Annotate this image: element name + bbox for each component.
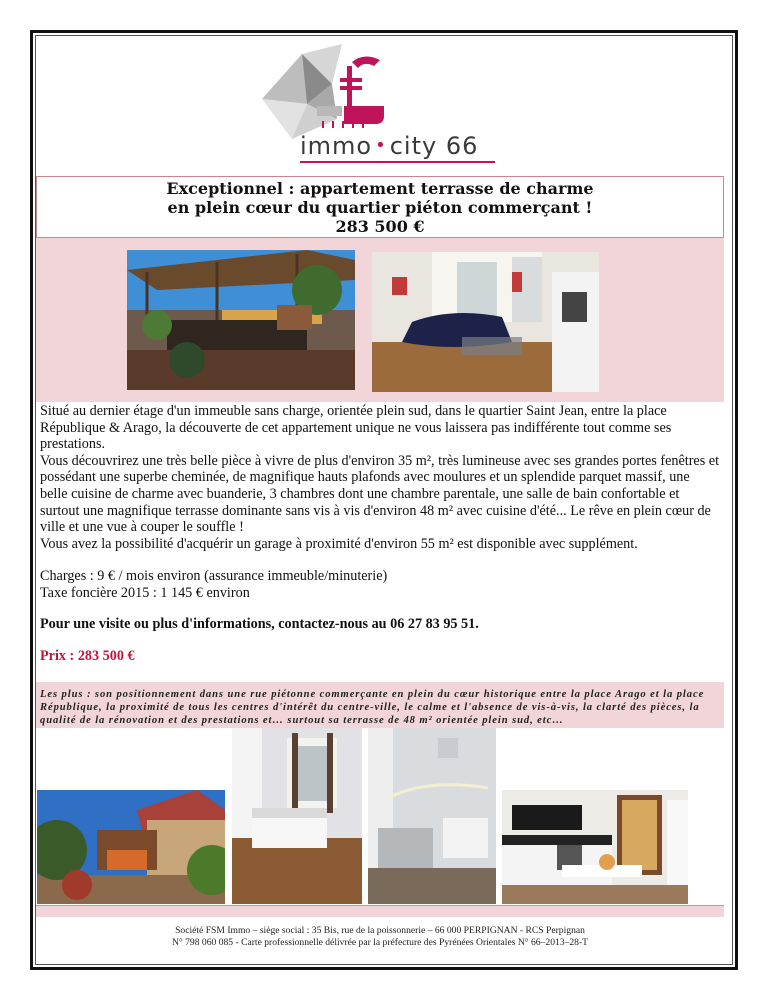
- logo-wordmark-city: city 66: [389, 132, 479, 160]
- footer-line-2: N° 798 060 085 - Carte professionnelle délivrée par la préfecture des Pyrénées Orientales N° 66–2013–28-T: [171, 937, 589, 948]
- logo-underline: [300, 161, 495, 163]
- living-room-photo: [372, 252, 599, 392]
- listing-description: [40, 403, 720, 552]
- price-line: Prix : 283 500 €: [40, 648, 135, 664]
- terrace-photo: [127, 250, 355, 390]
- charges-line: Charges : 9 € / mois environ (assurance immeuble/minuterie): [40, 568, 388, 584]
- company-footer: [36, 925, 724, 949]
- description-paragraph: Vous avez la possibilité d'acquérir un garage à proximité d'environ 55 m² est disponible avec supplément.: [40, 535, 638, 552]
- listing-title-box: [36, 176, 724, 238]
- highlights-text: Les plus : son positionnement dans une rue piétonne commerçante en plein du cœur historique entre la place Arago et la place République, la proximité de tous les centres d'intérêt du centre-ville, le calme et l'absence de vis-à-vis, la clarté des pièces, la qualité de la rénovation et des prestations et… surtout sa terrasse de 48 m² orientée plein sud, etc…: [40, 689, 705, 727]
- footer-band: [36, 905, 724, 917]
- contact-line: Pour une visite ou plus d'informations, contactez-nous au 06 27 83 95 51.: [40, 616, 479, 632]
- description-paragraph: Vous découvrirez une très belle pièce à vivre de plus d'environ 35 m², très lumineuse avec ses grandes portes fenêtres et possédant une superbe cheminée, de magnifique hauts plafonds avec moulures et un splendide parquet massif, une belle cuisine de charme avec buanderie, 3 chambres dont une chambre parentale, une salle de bain confortable et surtout une magnifique terrasse dominante sans vis à vis d'environ 48 m² avec cuisine d'été... Le rêve en plein cœur de ville et une vue à couper le souffle !: [40, 452, 720, 536]
- listing-title-line-2: en plein cœur du quartier piéton commerçant !: [167, 198, 593, 217]
- footer-line-1: Société FSM Immo – siège social : 35 Bis, rue de la poissonnerie – 66 000 PERPIGNAN - RCS Perpignan: [175, 925, 585, 936]
- exterior-terrace-photo: [37, 790, 225, 904]
- property-tax-line: Taxe foncière 2015 : 1 145 € environ: [40, 584, 250, 601]
- listing-title-line-1: Exceptionnel : appartement terrasse de charme: [166, 179, 594, 198]
- description-paragraph: Situé au dernier étage d'un immeuble sans charge, orientée plein sud, dans le quartier Saint Jean, entre la place République & Arago, la découverte de cet appartement unique ne vous laissera pas indifférente tout comme ses prestations.: [40, 403, 672, 453]
- bedroom-photo: [232, 728, 362, 904]
- listing-title-price: 283 500 €: [335, 217, 425, 236]
- logo-wordmark: [300, 132, 478, 160]
- kids-room-photo: [368, 728, 496, 904]
- logo-wordmark-immo: immo: [300, 132, 373, 160]
- logo-dot: •: [375, 135, 387, 156]
- kitchen-photo: [502, 790, 688, 904]
- charges-block: [40, 568, 387, 601]
